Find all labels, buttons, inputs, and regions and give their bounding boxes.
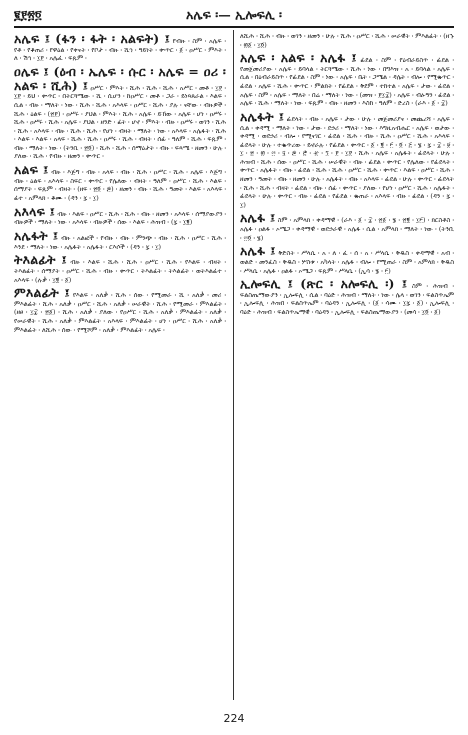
entry-definition: ቅድስት ፡ ሥላሴ ፡ አ ፡ ለ ፡ ፈ ፡ ሰ ፡ አ ፡ ሥላሴ ፡ ቅዱስ ፡ ቀዳማዊ ፡ አብ ፡ ወልድ ፡ መንፈስ ፡ ቅዱስ ፡ ሦስቱ ፡ አካላት ፡ አሌፋ ፡ ብሎ ፡ የሚጠራ ፡ ስም ፡ አምላክ ፡ ቅዱስ ፡ ሥላሴ ፡ አሌፋ ፡ ዐልፋ ፡ ኦሜጋ ፡ ፍጹም ፡ ሥላሴ ፡ (ኢሳ ፡ ፮ ፡ ፫) (240, 249, 454, 275)
entry-definition: ፊደል ፡ ስም ፡ የዕብራይስጥ ፡ ፊደል ፡ የመጀመሪያው ፡ አሌፍ ፡ ይባላል ፡ ትርጓሜው ፡ ሺሕ ፡ ነው ፡ በግእዝ ፡ አ ፡ ይባላል ፡ አሌፍ ፡ ሲል ፡ በዕብራይስጥ ፡ የፊደል ፡ ስም ፡ ነው ፡ አሌፍ ፡ ቤት ፡ ጋሜል ፡ ዳሌት ፡ ብሎ ፡ የሚቈጥር ፡ ፊደል ፡ አሌፍ ፡ ሺሕ ፡ ቍጥር ፡ ምልክት ፡ የፊደል ፡ ቅደም ፡ ተከተል ፡ አሌፍ ፡ ታው ፡ ፊደል ፡ አሌፍ ፡ ስም ፡ አሌፍ ፡ ማለት ፡ በሬ ፡ ማለት ፡ ነው ፡ (መዝ ፡ ፻፲፰) ፡ አሌፍ ፡ ብፁዓን ፡ ፊደል ፡ አሌፍ ፡ ሺሕ ፡ ማለት ፡ ነው ፡ ፍጹም ፡ ብዙ ፡ ዘመን ፡ እስከ ፡ ዓለም ፡ ድረስ ፡ (ራእ ፡ ፩ ፡ ፰) (240, 56, 454, 108)
dictionary-entry (240, 32, 454, 49)
entry-headword: ኢሎፍሊ ፤ (ጽር ፡ አሎፍሊ ፡) ፤ (240, 276, 408, 292)
entry-definition: የእልፍ ፡ አለቃ ፡ ሺሕ ፡ ሰው ፡ የሚመራ ፡ ሺ ፡ አለቃ ፡ መሪ ፡ ምእልፊት ፡ ሺሕ ፡ አለቃ ፡ ዐሥር ፡ ሺሕ ፡ አለቃ ፡ ሠራዊት ፡ ሺሕ ፡ የሚመራ ፡ ምእልፊት ፡ (ዘፀ ፡ ፲፰ ፡ ፳፩) ፡ ሺሕ ፡ አለቃ ፡ ያለው ፡ የዐሥር ፡ ሺሕ ፡ አለቃ ፡ ምእልፊት ፡ አለቃ ፡ የሠራዊት ፡ ሺሕ ፡ አለቃ ፡ ምእልፊት ፡ አእላፍ ፡ ምእልፊት ፡ ሆነ ፡ ዐሥር ፡ ሺሕ ፡ አለቃ ፡ ምእልፊት ፡ ለሺሕ ፡ ሰው ፡ የሚሾም ፡ አለቃ ፡ ምእልፊት ፡ አሌፍ ፡ (14, 291, 226, 334)
header-guide-words: አሌፍ ፡— ኢሎፍሊ ፡ (186, 7, 282, 22)
entry-headword: ዐሌፍ ፤ (ዕብ ፡ ኤሌፍ ፡ ሱር ፡ አሌፍ = ዐሪ ፡ አልፍ ፡ ሺሕ) ፤ (14, 63, 226, 93)
dictionary-entry (240, 110, 454, 210)
entry-headword: አሌፋት ፤ (14, 227, 59, 243)
dictionary-entry (14, 286, 226, 334)
entry-headword: አሌፍ ፤ (ፋን ፡ ፋት ፡ አልፍት) ፤ (14, 32, 170, 46)
entry-headword: አሌፍ ፡ አልፍ ፡ አሌፋ ፤ (240, 50, 357, 66)
column-divider (233, 30, 234, 700)
dictionary-entry (240, 211, 454, 242)
dictionary-entry (14, 229, 226, 251)
entry-headword: አሌፋ ፤ (240, 210, 276, 226)
dictionary-entry (240, 277, 454, 316)
dictionary-entry (240, 244, 454, 275)
dictionary-entry (14, 205, 226, 227)
header-page-number-geez: ፪፻፳፬ (14, 7, 42, 22)
entry-definition: ስም ፡ ሕዝብ ፡ ፍልስጤማውያን ፡ ኢሎፍሊ ፡ ሲል ፡ ባዕድ ፡ ሕዝብ ፡ ማለት ፡ ነው ፡ ሌላ ፡ ወገን ፡ ፍልስጥኤም ፡ ኢሎፍሊ ፡ ሕዝበ ፡ ፍልስጥኤም ፡ ባዕዳን ፡ ኢሎፍሊ ፡ (፩ ፡ ሳሙ ፡ ፲፯ ፡ ፩) ፡ ኢሎፍሊ ፡ ባዕድ ፡ ሕዝብ ፡ ፍልስጥኤማዊ ፡ ባዕዳን ፡ ኢሎፍሊ ፡ ፍልስጤማውያን ፡ (መሳ ፡ ፲፬ ፡ ፩) (240, 282, 454, 317)
entry-headword: አልፍ ፤ (14, 162, 49, 178)
entry-definition: ብዙ ፡ እልፍ ፡ ዐሥር ፡ ሺሕ ፡ ሺሕ ፡ ብዙ ፡ ዘመን ፡ አእላፍ ፡ ሰማያውያን ፡ ብዙዎች ፡ ማለት ፡ ነው ፡ አእላፍ ፡ ብዙዎች ፡ ሰው ፡ እልፍ ፡ ሕዝብ ፡ (፯ ፡ ፲፪) (14, 209, 226, 227)
dictionary-entry (14, 253, 226, 284)
entry-headword: ትእልፊት ፤ (14, 252, 67, 268)
dictionary-entry (14, 163, 226, 202)
dictionary-entry (14, 65, 226, 161)
entry-definition: ለሺሕ ፡ ሺሕ ፡ ብዙ ፡ ወገን ፡ ዘመን ፡ ሁሉ ፡ ሺሕ ፡ ዐሥር ፡ ሺሕ ፡ ሠራዊት ፡ ምእልፊት ፡ (ዘኁ ፡ ፴፩ ፡ ፲፬) (240, 32, 454, 49)
entry-definition: ዐሥር ፡ ምእት ፡ ሺሕ ፡ ሺሕ ፡ ሺሕ ፡ አሥር ፡ መቶ ፡ ፲፻ ፡ ፲፻ ፡ ይህ ፡ ቍጥር ፡ በትርጓሜው ፡ ሺ ፡ ሲሆን ፡ ከዐሥር ፡ መቶ ፡ ጋራ ፡ ይነጻጸራል ፡ እልፍ ፡ ሲል ፡ ብዙ ፡ ማለት ፡ ነው ፡ ሺሕ ፡ ሺሕ ፡ አእላፍ ፡ ዐሥር ፡ ሺሕ ፡ ያሉ ፡ ናቸው ፡ ብዙዎች ፡ ሺሕ ፡ ዕልፍ ፡ (፳፻) ፡ ዐሥሩ ፡ ያህል ፡ ምእት ፡ ሺሕ ፡ አሌፍ ፡ ይኸው ፡ አሌፍ ፡ ሆነ ፡ ዐሥሩ ፡ ሺሕ ፡ ዐሥሩ ፡ ሺሕ ፡ አሌፍ ፡ ያህል ፡ ዘንድ ፡ ፊት ፡ ሆኖ ፡ ምእት ፡ ብዙ ፡ ዐሥሩ ፡ ወገን ፡ ሺሕ ፡ ሺሕ ፡ አእላፍ ፡ ብዙ ፡ ሺሕ ፡ ሺሕ ፡ የሆነ ፡ ብዛት ፡ ማለት ፡ ነው ፡ አእላፍ ፡ አሌፋት ፡ ሺሕ ፡ እልፍ ፡ እልፍ ፡ አላፍ ፡ ሺሕ ፡ ሺሕ ፡ ዐሥሩ ፡ ሺሕ ፡ ብዛት ፡ ሰፊ ፡ ዓለም ፡ ሺሕ ፡ ፍጹም ፡ ብዙ ፡ ማለት ፡ ነው ፡ (ትንቢ ፡ ፳፬) ፡ ሺሕ ፡ ሺሕ ፡ ሰማዕታት ፡ ብዙ ፡ ፍጻሜ ፡ ዘመን ፡ ሁሉ ፡ ያለው ፡ ሺሕ ፡ የብዙ ፡ ዘመን ፡ ቍጥር ፡ (14, 83, 226, 161)
entry-definition: ብዙ ፡ አልፎች ፡ የብዙ ፡ ብዙ ፡ ምንጭ ፡ ብዙ ፡ ሺሕ ፡ ዐሥር ፡ ሺሕ ፡ እንደ ፡ ማለት ፡ ነው ፡ አሌፋት ፡ አሌፋት ፡ ርእሶች ፡ (ዳን ፡ ፯ ፡ ፲) (14, 233, 226, 251)
entry-headword: አእላፍ ፤ (14, 203, 55, 219)
entry-definition: የብዙ ፡ ስም ፡ አሌፍ ፡ የቶ ፡ የቆጠሪ ፡ የዋዕል ፡ የቀናት ፡ የቦታ ፡ ብዙ ፡ ሺኅ ፡ ዓይነት ፡ ቍጥር ፡ ፩ ፡ ዐሥር ፡ ምእት ፡ ለ ፡ ሽኅ ፡ ፲፻ ፡ አሌፈ ፡ ፍጹም ፡ (14, 37, 226, 63)
dictionary-entry (14, 32, 226, 63)
entry-headword: ምእልፊት ፤ (14, 285, 70, 301)
right-column (240, 32, 454, 700)
left-column (14, 32, 226, 700)
entry-definition: ፊደላት ፡ ብዙ ፡ አሌፍ ፡ ታው ፡ ሁሉ ፡ መጀመሪያና ፡ መጨረሻ ፡ አሌፍ ፡ ሲል ፡ ቀዳሚ ፡ ማለት ፡ ነው ፡ ታው ፡ ደኃሪ ፡ ማለት ፡ ነው ፡ እግዚአብሔር ፡ አሌፍ ፡ ወታው ፡ ቀዳሚ ፡ ወደኃሪ ፡ ብሎ ፡ የሚናገር ፡ ፊደል ፡ ሺሕ ፡ ብዙ ፡ ሺሕ ፡ ዐሥር ፡ ሺሕ ፡ አእላፍ ፡ ፊደላት ፡ ሁሉ ፡ ተቈጥረው ፡ ይኖራሉ ፡ የፊደል ፡ ቍጥር ፡ ፩ ፡ ፪ ፡ ፫ ፡ ፬ ፡ ፭ ፡ ፮ ፡ ፯ ፡ ፰ ፡ ፱ ፡ ፲ ፡ ፳ ፡ ፴ ፡ ፵ ፡ ፶ ፡ ፷ ፡ ፸ ፡ ፹ ፡ ፺ ፡ ፻ ፡ ፲፻ ፡ ሺሕ ፡ አሌፍ ፡ አሌፋት ፡ ፊደላት ፡ ሁሉ ፡ ሕዝብ ፡ ሺሕ ፡ ሰው ፡ ዐሥር ፡ ሺሕ ፡ ሠራዊት ፡ ብዙ ፡ ፊደል ፡ ቍጥር ፡ የሌለው ፡ የፊደላት ፡ ቍጥር ፡ አሌፋት ፡ ብዙ ፡ ፊደል ፡ ሺሕ ፡ ሺሕ ፡ ዐሥር ፡ ሺሕ ፡ ቍጥር ፡ እልፍ ፡ ዐሥር ፡ ሺሕ ፡ ዘመን ፡ ዓመት ፡ ብዙ ፡ ዘመን ፡ ሁሉ ፡ አሌፋት ፡ ብዙ ፡ አእላፍ ፡ ፊደል ፡ ሁሉ ፡ ቍጥር ፡ ፊደላት ፡ ሺሕ ፡ ሺሕ ፡ ብዛት ፡ ፊደል ፡ ብዙ ፡ ሰፊ ፡ ቍጥር ፡ ያለው ፡ የሆነ ፡ ዐሥር ፡ ሺሕ ፡ አሌፋት ፡ ፊደላት ፡ ሁሉ ፡ ቍጥር ፡ ብዙ ፡ ፊደል ፡ የፊደል ፡ ቈጠራ ፡ አእላፍ ፡ ብዙ ፡ ፊደል ፡ (ዳን ፡ ፯ ፡ ፲) (240, 114, 454, 209)
entry-definition: ብዙ ፡ እጅግ ፡ ብዙ ፡ አላፍ ፡ ብዙ ፡ ሺሕ ፡ ዐሥር ፡ ሺሕ ፡ አሌፍ ፡ እጅግ ፡ ብዙ ፡ ዕልፍ ፡ አእላፍ ፡ ስፍር ፡ ቍጥር ፡ የሌለው ፡ ብዛት ፡ ዓለም ፡ ዐሥር ፡ ሺሕ ፡ እልፍ ፡ ሰማያት ፡ ፍጹም ፡ ብዛት ፡ (ዘፍ ፡ ፳፬ ፡ ፷) ፡ ዘመን ፡ ብዙ ፡ ሺሕ ፡ ዓመት ፡ እልፍ ፡ አእላፍ ፡ ፊተ ፡ አምላክ ፡ ቆሙ ፡ (ዳን ፡ ፯ ፡ ፲) (14, 168, 226, 202)
entry-definition: ብዙ ፡ እልፍ ፡ ሺሕ ፡ ሺሕ ፡ ዐሥር ፡ ሺሕ ፡ የእልፍ ፡ ብዛት ፡ ትእልፊት ፡ ሰማያት ፡ ዐሥር ፡ ሺሕ ፡ ብዙ ፡ ቍጥር ፡ ትእልፊት ፡ ትእልፊት ፡ ወትእልፊተ ፡ አእላፍ ፡ (ሉቃ ፡ ፲፪ ፡ ፩) (14, 258, 226, 284)
page-number: 224 (223, 712, 245, 725)
running-header (14, 4, 454, 28)
entry-definition: ስም ፡ አምላክ ፡ ቀዳማዊ ፡ (ራእ ፡ ፩ ፡ ፰ ፡ ፳፩ ፡ ፮ ፡ ፳፪ ፡ ፲፫) ፡ ክርስቶስ ፡ አሌፋ ፡ ዐልፋ ፡ ኦሜጋ ፡ ቀዳማዊ ፡ ወደኃራዊ ፡ አሌፋ ፡ ሲል ፡ አምላክ ፡ ማለት ፡ ነው ፡ (ትንቢ ፡ ፵፬ ፡ ፮) (240, 216, 454, 242)
entry-headword: አሌፋ ፤ (240, 243, 276, 259)
entry-headword: አሌፋት ፤ (240, 108, 285, 124)
dictionary-entry (240, 51, 454, 108)
